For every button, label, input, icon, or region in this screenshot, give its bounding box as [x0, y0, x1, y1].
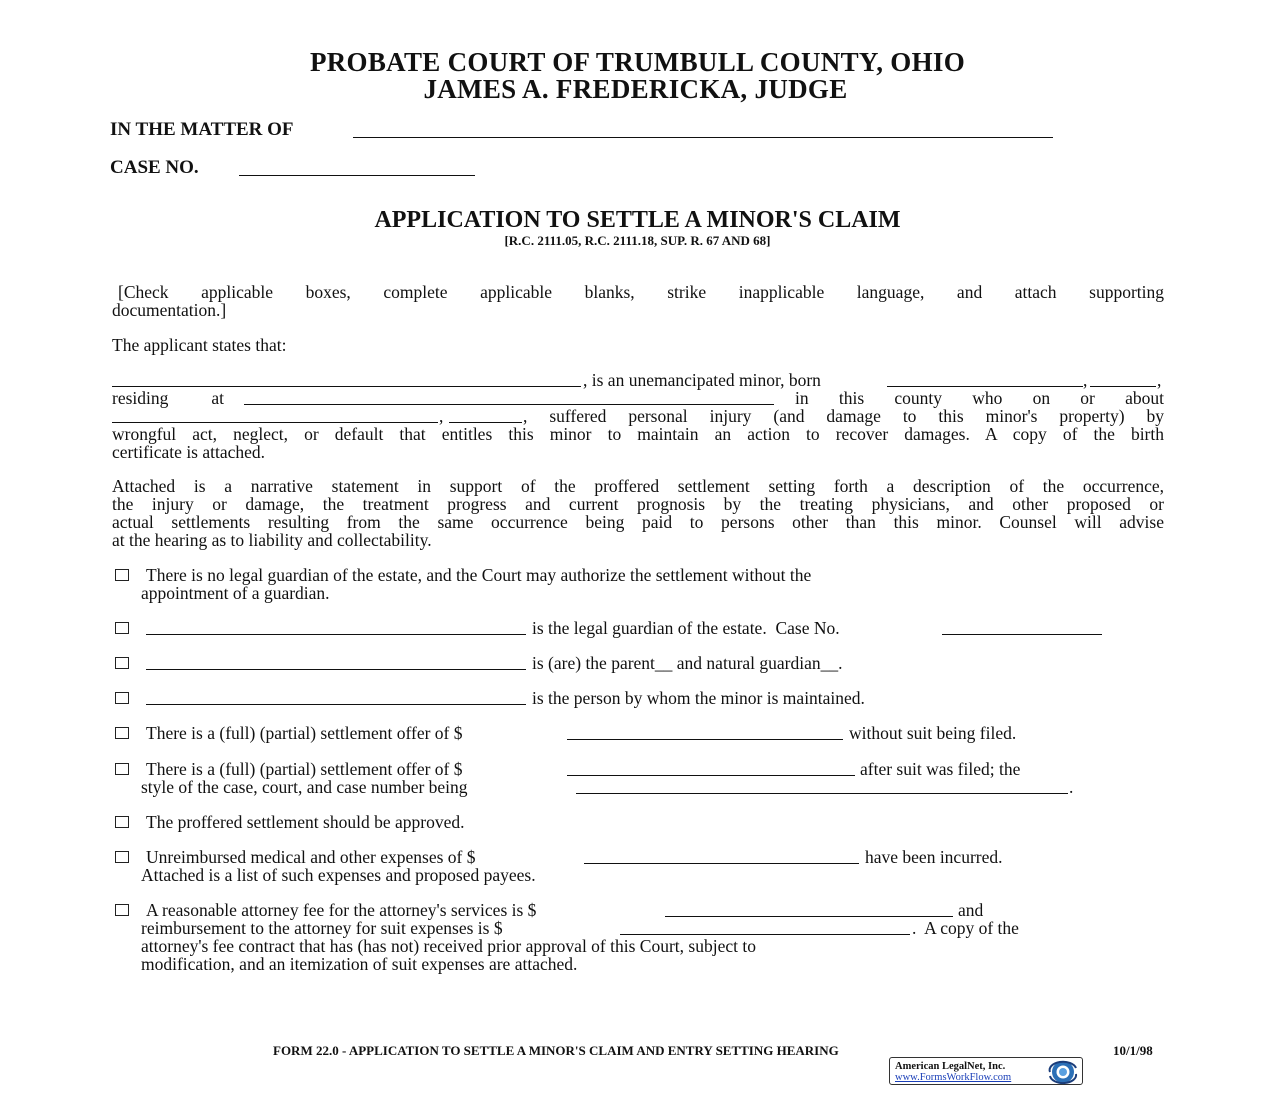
residing-at-label: residing at [112, 388, 224, 408]
medical-expenses-text-2: Attached is a list of such expenses and proposed payees. [141, 865, 536, 885]
guardian-case-number-field[interactable] [942, 621, 1102, 635]
attorney-fee-text-3: attorney's fee contract that has (has not) received prior approval of this Court, subject to [141, 936, 756, 956]
globe-icon [1046, 1059, 1080, 1085]
attorney-fee-and: and [958, 900, 984, 920]
offer-suit-text-2: style of the case, court, and case number being [141, 777, 468, 797]
medical-expenses-tail: have been incurred. [865, 847, 1003, 867]
minor-name-field[interactable] [112, 373, 581, 387]
maintainer-name-field[interactable] [146, 691, 526, 705]
maintainer-checkbox[interactable] [115, 692, 129, 704]
injury-date-field[interactable] [112, 409, 438, 423]
vendor-name: American LegalNet, Inc. [895, 1061, 1006, 1072]
attorney-fee-checkbox[interactable] [115, 904, 129, 916]
no-guardian-text: There is no legal guardian of the estate, and the Court may authorize the settlement without the [146, 565, 812, 585]
matter-field[interactable] [353, 122, 1053, 138]
medical-expenses-amount-field[interactable] [584, 850, 859, 864]
instructions-line-1: [Check applicable boxes, complete applicable blanks, strike inapplicable language, and attach supporting [118, 282, 1164, 302]
offer-no-suit-tail: without suit being filed. [849, 723, 1017, 743]
attorney-fee-text-4: modification, and an itemization of suit expenses are attached. [141, 954, 578, 974]
case-number-label: CASE NO. [110, 157, 199, 178]
offer-no-suit-text: There is a (full) (partial) settlement offer of $ [146, 723, 463, 743]
parent-name-field[interactable] [146, 656, 526, 670]
offer-suit-amount-field[interactable] [567, 762, 855, 776]
approved-text: The proffered settlement should be approved. [146, 812, 465, 832]
parent-text: is (are) the parent__ and natural guardian__. [532, 653, 843, 673]
residence-field[interactable] [244, 391, 774, 405]
offer-no-suit-amount-field[interactable] [567, 726, 843, 740]
no-guardian-checkbox[interactable] [115, 569, 129, 581]
injury-year-field[interactable] [449, 409, 522, 423]
offer-no-suit-checkbox[interactable] [115, 727, 129, 739]
narrative-line: the injury or damage, the treatment progress and current prognosis by the treating physicians, and other proposed or [112, 494, 1164, 514]
judge-name: JAMES A. FREDERICKA, JUDGE [423, 74, 848, 104]
minor-para-line-1-text: , is an unemancipated minor, born [583, 370, 821, 390]
no-guardian-text-2: appointment of a guardian. [141, 583, 330, 603]
form-citation: [R.C. 2111.05, R.C. 2111.18, SUP. R. 67 AND 68] [504, 233, 771, 248]
narrative-line: Attached is a narrative statement in support of the proffered settlement setting forth a description of the occurrence, [112, 476, 1164, 496]
approved-checkbox[interactable] [115, 816, 129, 828]
suit-expenses-amount-field[interactable] [620, 921, 910, 935]
minor-para-line-5: certificate is attached. [112, 442, 266, 462]
attorney-fee-amount-field[interactable] [665, 903, 953, 917]
maintainer-text: is the person by whom the minor is maintained. [532, 688, 865, 708]
offer-suit-checkbox[interactable] [115, 763, 129, 775]
minor-para-line-4: wrongful act, neglect, or default that entitles this minor to maintain an action to recover damages. A copy of the birth [112, 424, 1164, 444]
medical-expenses-text: Unreimbursed medical and other expenses of $ [146, 847, 476, 867]
medical-expenses-checkbox[interactable] [115, 851, 129, 863]
birth-year-field[interactable] [1090, 373, 1156, 387]
legal-guardian-text: is the legal guardian of the estate. Case No. [532, 618, 840, 638]
parent-checkbox[interactable] [115, 657, 129, 669]
attorney-fee-text-2: reimbursement to the attorney for suit expenses is $ [141, 918, 503, 938]
narrative-line: actual settlements resulting from the same occurrence being paid to persons other than this minor. Counsel will advise [112, 512, 1164, 532]
vendor-logo[interactable] [889, 1057, 1083, 1085]
matter-label: IN THE MATTER OF [110, 119, 294, 140]
offer-suit-tail: after suit was filed; the [860, 759, 1021, 779]
vendor-url[interactable]: www.FormsWorkFlow.com [895, 1072, 1012, 1083]
form-revision-date: 10/1/98 [1113, 1043, 1153, 1058]
legal-guardian-checkbox[interactable] [115, 622, 129, 634]
form-footer-name: FORM 22.0 - APPLICATION TO SETTLE A MINOR'S CLAIM AND ENTRY SETTING HEARING [273, 1043, 839, 1058]
instructions-line-2: documentation.] [112, 300, 227, 320]
minor-para-line-2-tail: in this county who on or about [795, 388, 1164, 408]
case-style-field[interactable] [576, 780, 1068, 794]
birth-date-field[interactable] [887, 373, 1083, 387]
case-number-field[interactable] [239, 160, 475, 176]
intro-text: The applicant states that: [112, 335, 287, 355]
attorney-fee-text: A reasonable attorney fee for the attorney's services is $ [146, 900, 537, 920]
minor-para-line-3-text: , suffered personal injury (and damage to this minor's property) by [523, 406, 1164, 426]
form-title: APPLICATION TO SETTLE A MINOR'S CLAIM [374, 207, 901, 233]
offer-suit-text: There is a (full) (partial) settlement offer of $ [146, 759, 463, 779]
legal-guardian-name-field[interactable] [146, 621, 526, 635]
attorney-fee-text-2-tail: . A copy of the [912, 918, 1019, 938]
court-name: PROBATE COURT OF TRUMBULL COUNTY, OHIO [309, 47, 966, 77]
narrative-line: at the hearing as to liability and collectability. [112, 530, 432, 550]
